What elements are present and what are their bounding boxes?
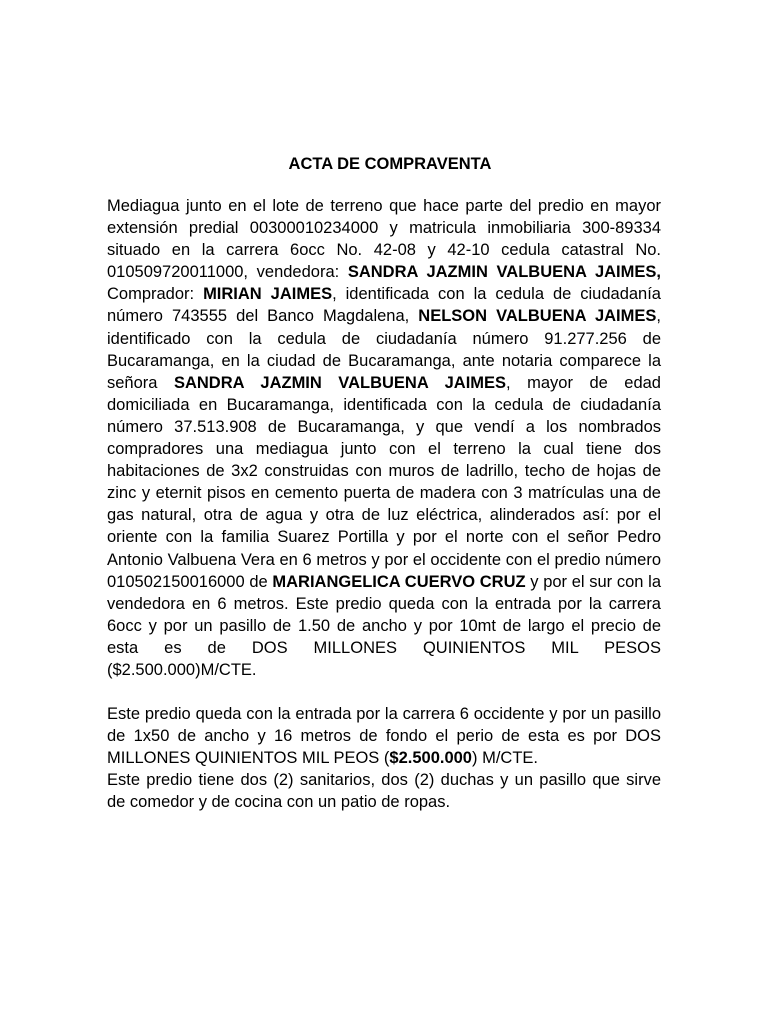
paragraph-entrance-price	[107, 703, 661, 769]
paragraph-text: , identificado con la cedula de ciudadanía número 91.277.256 de Bucaramanga, en la ciudad de Bucaramanga, ante notaria comparece la señora	[107, 307, 661, 392]
buyer-name: MIRIAN JAIMES	[203, 285, 333, 304]
neighbor-name: MARIANGELICA CUERVO CRUZ	[272, 572, 526, 591]
paragraph-text: Este predio queda con la entrada por la carrera 6 occidente y por un pasillo de 1x50 de ancho y 16 metros de fondo el perio de esta es por DOS MILLONES QUINIENTOS MIL PEOS (	[107, 705, 661, 768]
document-title: ACTA DE COMPRAVENTA	[288, 155, 492, 173]
document-body	[107, 195, 661, 814]
seller-name: SANDRA JAZMIN VALBUENA JAIMES	[173, 373, 507, 392]
price-amount: $2.500.000	[389, 749, 472, 768]
paragraph-text: , identificada con la cedula de ciudadanía número 743555 del Banco Magdalena,	[107, 285, 661, 326]
paragraph-amenities: Este predio tiene dos (2) sanitarios, dos (2) duchas y un pasillo que sirve de comedor y de cocina con un patio de ropas.	[107, 771, 661, 812]
paragraph-text: ) M/CTE.	[472, 749, 538, 768]
paragraph-text: Comprador:	[107, 285, 204, 304]
paragraph-contract-details	[107, 195, 661, 681]
paragraph-text: , mayor de edad domiciliada en Bucaramanga, identificada con la cedula de ciudadanía número 37.513.908 de Bucaramanga, y que vendí a los nombrados compradores una mediagua junto con el terreno la cual tiene dos habitaciones de 3x2 construidas con muros de ladrillo, techo de hojas de zinc y eternit pisos en cemento puerta de madera con 3 matrículas una de gas natural, otra de agua y otra de luz eléctrica, alinderados así: por el oriente con la familia Suarez Portilla y por el norte con el señor Pedro Antonio Valbuena Vera en 6 metros y por el occidente con el predio número 010502150016000 de	[107, 373, 661, 591]
buyer-name: NELSON VALBUENA JAIMES	[418, 307, 657, 326]
seller-name: SANDRA JAZMIN VALBUENA JAIMES,	[347, 263, 661, 282]
paragraph-text: y por el sur con la vendedora en 6 metros. Este predio queda con la entrada por la carrera 6occ y por un pasillo de 1.50 de ancho y por 10mt de largo el precio de esta es de DOS MILLONES QUINIENTOS MIL PESOS ($2.500.000)M/CTE.	[107, 572, 661, 679]
paragraph-text: Mediagua junto en el lote de terreno que hace parte del predio en mayor extensión predial 00300010234000 y matricula inmobiliaria 300-89334 situado en la carrera 6occ No. 42-08 y 42-10 cedula catastral No. 010509720011000, vendedora:	[107, 197, 661, 282]
